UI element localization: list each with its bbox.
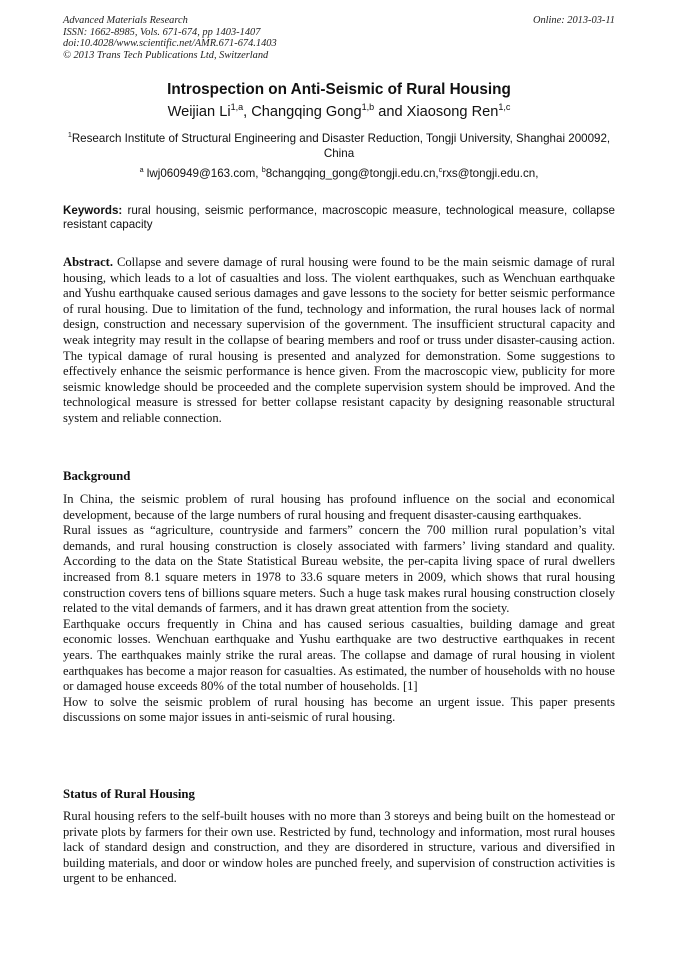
author-list: [40, 102, 638, 122]
email-sup: b: [261, 165, 266, 175]
paragraph: In China, the seismic problem of rural housing has profound influence on the social and economical development, because of the large numbers of rural housing and frequent disaster-causing earthquakes.: [63, 492, 615, 522]
journal-copyright: © 2013 Trans Tech Publications Ltd, Switzerland: [63, 49, 269, 61]
author-name: Weijian Li: [167, 104, 231, 120]
paragraph: Rural issues as “agriculture, countryside and farmers” concern the 700 million rural population’s vital demands, and rural housing construction is closely associated with farmers’ living standard and quality. According to the data on the State Statistical Bureau website, the per-capita living space of rural dwellers increased from 8.1 square meters in 1978 to 33.6 square meters in 2009, which shows that rural housing construction covers tens of billions square meters. Such a huge task makes rural housing construction closely related to the vital demands of farmers, and it has drawn great attention from the society.: [63, 523, 615, 616]
section-background: [63, 492, 615, 726]
email-sup: a: [139, 165, 144, 175]
author-sup: 1,a: [230, 102, 244, 113]
paragraph: Rural housing refers to the self-built houses with no more than 3 storeys and being built on the homestead or private plots by farmers for their own use. Restricted by fund, technology and information, most rural houses lack of standard design and construction, and they are disordered in structure, various and diversified in building materials, and door or window holes are punched freely, and supervision of construction activities is urgent to be enhanced.: [63, 809, 615, 886]
author-sup: 1,b: [361, 102, 375, 113]
journal-issn: ISSN: 1662-8985, Vols. 671-674, pp 1403-1407: [63, 26, 261, 38]
author-separator: and: [374, 104, 407, 120]
online-date: Online: 2013-03-11: [532, 15, 615, 26]
affiliation-sup: 1: [67, 130, 72, 140]
section-heading-status: Status of Rural Housing: [63, 787, 195, 801]
journal-name: Advanced Materials Research: [63, 15, 188, 26]
email-link[interactable]: 8changqing_gong@tongji.edu.cn,: [265, 167, 439, 180]
keywords-label: Keywords:: [63, 204, 123, 217]
email-link[interactable]: lwj060949@163.com,: [146, 167, 259, 180]
journal-doi[interactable]: doi:10.4028/www.scientific.net/AMR.671-674.1403: [63, 38, 277, 49]
keywords-text: rural housing, seismic performance, macroscopic measure, technological measure, collapse resistant capacity: [63, 204, 615, 231]
author-name: Changqing Gong: [251, 104, 362, 120]
abstract-text: Collapse and severe damage of rural housing were found to be the main seismic damage of rural housing, which leads to a lot of casualties and loss. The violent earthquakes, such as Wenchuan earthquake and Yushu earthquake caused serious damages and gave lessons to the society for better seismic performance of rural housing. Due to limitation of the fund, technology and information, the rural houses lack of normal design, construction and necessary supervision of the government. The insufficient structural capacity and weak integrity may result in the collapse of bearing members and roof or truss under disaster-causing action. The typical damage of rural housing is presented and analyzed for demonstration. Some suggestions to effectively enhance the seismic performance is hence given. From the macroscopic view, publicity for more seismic knowledge should be proceeded and the complete supervision system should be improved. And the technological measure is stressed for better collapse resistant capacity by designing reasonable structural system and reliable connection.: [63, 255, 615, 425]
affiliation: [63, 131, 615, 161]
email-link[interactable]: rxs@tongji.edu.cn,: [442, 167, 539, 180]
journal-header: [63, 15, 615, 61]
author-separator: ,: [243, 104, 252, 120]
abstract-label: Abstract.: [63, 255, 114, 269]
section-status: [63, 809, 615, 887]
author-name: Xiaosong Ren: [406, 104, 499, 120]
author-sup: 1,c: [498, 102, 511, 113]
email-sup: c: [438, 165, 443, 175]
section-heading-background: Background: [63, 469, 131, 483]
keywords: [63, 204, 615, 232]
paragraph: Earthquake occurs frequently in China and has caused serious casualties, building damage and great economic losses. Wenchuan earthquake and Yushu earthquake are two destructive earthquakes in recent years. The earthquakes mainly strike the rural areas. The collapse and damage of rural housing in violent earthquakes has become a major reason for casualties. As estimated, the number of households with no house or damaged house exceeds 80% of the total number of households. [1]: [63, 616, 615, 694]
paper-title: Introspection on Anti-Seismic of Rural Housing: [167, 81, 511, 98]
abstract: [63, 255, 615, 427]
paragraph: How to solve the seismic problem of rural housing has become an urgent issue. This paper presents discussions on some major issues in anti-seismic of rural housing.: [63, 694, 615, 725]
email-list: [63, 166, 615, 181]
affiliation-text: Research Institute of Structural Engineering and Disaster Reduction, Tongji University, Shanghai 200092, China: [71, 132, 611, 160]
